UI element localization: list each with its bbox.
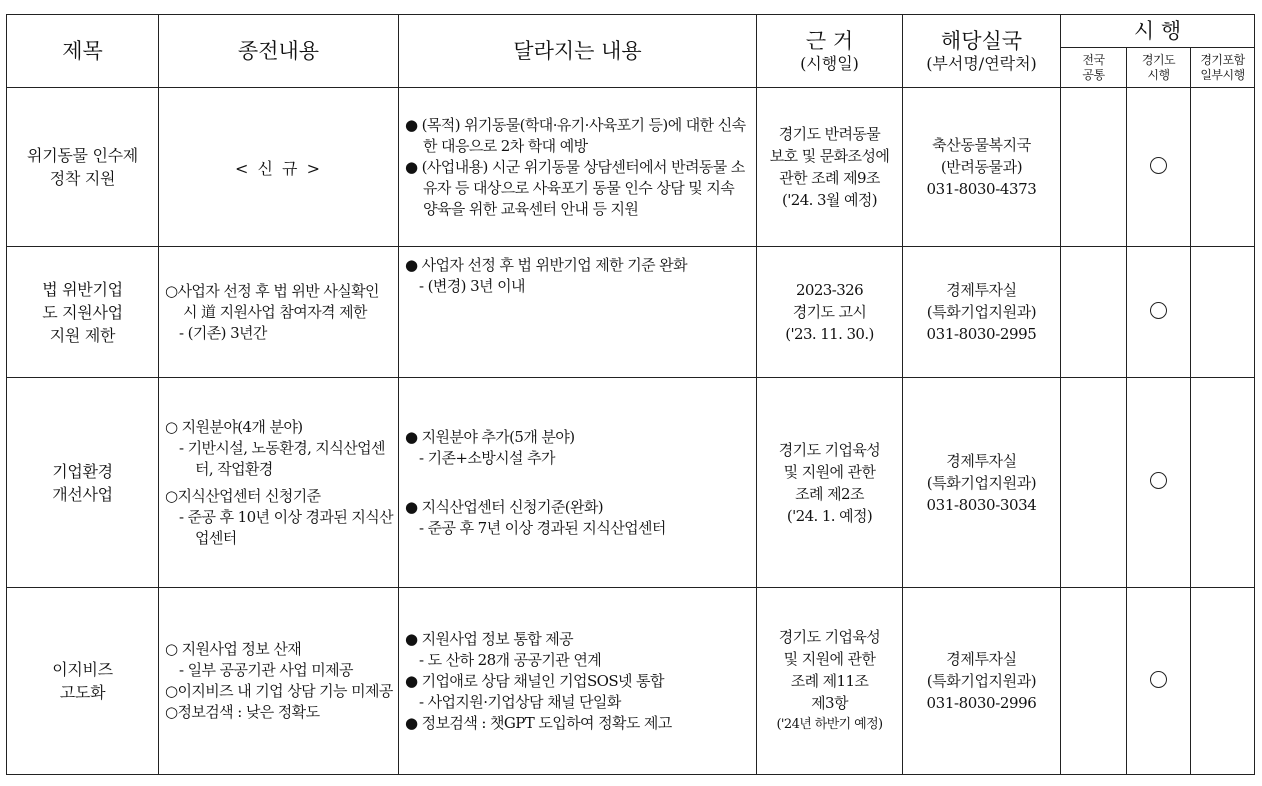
header-enforce-partial-line: 경기포함: [1200, 52, 1245, 67]
row-dept-line: 031-8030-3034: [926, 495, 1037, 514]
header-title: 제목: [7, 15, 159, 88]
list-item: ○ 지원분야(4개 분야): [165, 417, 303, 436]
row-previous: [159, 588, 399, 775]
row-dept-line: (반려동물과): [940, 158, 1023, 176]
row-dept-line: 031-8030-2996: [926, 694, 1037, 712]
list-item: - (변경) 3년 이내: [419, 277, 525, 295]
row-basis-line: 조례 제11조: [790, 672, 869, 690]
table-row: [7, 378, 1255, 588]
row-basis-line: 및 지원에 관한: [783, 650, 876, 668]
row-basis-line: 제3항: [811, 694, 848, 712]
row-basis-line: 관한 조례 제9조: [779, 169, 880, 187]
row-basis: [757, 378, 903, 588]
list-item: - (기존) 3년간: [179, 323, 267, 342]
list-item: - 준공 후 7년 이상 경과된 지식산업센터: [419, 518, 666, 537]
header-basis-sub: (시행일): [800, 54, 859, 73]
row-changed: [399, 588, 757, 775]
row-title-line: 정착 지원: [49, 169, 116, 188]
header-basis-main: 근 거: [805, 29, 854, 53]
list-item: - 기존+소방시설 추가: [419, 448, 555, 467]
row-dept-line: (특화기업지원과): [926, 473, 1037, 492]
mark-nationwide: [1061, 247, 1127, 378]
row-dept-line: 경제투자실: [946, 451, 1017, 470]
header-previous: 종전내용: [159, 15, 399, 88]
row-basis-line: ('24. 1. 예정): [786, 506, 873, 525]
row-dept: [903, 588, 1061, 775]
row-basis-line: 및 지원에 관한: [783, 462, 876, 481]
list-item: ● (사업내용) 시군 위기동물 상담센터에서 반려동물 소유자 등 대상으로 사육포기 동물 인수 상담 및 지속 양육을 위한 교육센터 안내 등 지원: [405, 157, 745, 218]
mark-gyeonggi: [1127, 247, 1191, 378]
row-title-line: 도 지원사업: [42, 302, 123, 322]
row-title-line: 고도화: [59, 683, 106, 702]
mark-partial: [1191, 588, 1255, 775]
row-basis-line: 경기도 고시: [792, 303, 867, 321]
list-item: ● 지원사업 정보 통합 제공: [405, 629, 574, 648]
row-previous: [159, 247, 399, 378]
list-item: - 준공 후 10년 이상 경과된 지식산업센터: [179, 507, 394, 547]
circle-mark-icon: [1150, 472, 1167, 489]
header-enforce-nationwide-line: 전국: [1082, 52, 1105, 67]
header-enforce-gyeonggi-line: 시행: [1147, 67, 1170, 82]
row-basis-line: 경기도 기업육성: [778, 628, 881, 646]
mark-partial: [1191, 247, 1255, 378]
row-basis: [757, 88, 903, 247]
header-enforce-nationwide-line: 공통: [1082, 67, 1105, 82]
mark-nationwide: [1061, 88, 1127, 247]
row-changed: [399, 378, 757, 588]
row-title-line: 기업환경: [52, 461, 113, 481]
mark-gyeonggi: [1127, 588, 1191, 775]
header-enforce-nationwide: [1061, 48, 1127, 88]
row-basis-line: 경기도 반려동물: [778, 125, 881, 143]
circle-mark-icon: [1150, 157, 1167, 174]
row-basis: [757, 588, 903, 775]
list-item: ○정보검색 : 낮은 정확도: [165, 703, 320, 721]
row-title-line: 지원 제한: [49, 325, 116, 345]
mark-gyeonggi: [1127, 88, 1191, 247]
header-basis: [757, 15, 903, 88]
table-row: [7, 588, 1255, 775]
list-item: ○지식산업센터 신청기준: [165, 486, 321, 505]
row-dept-line: 경제투자실: [946, 650, 1017, 668]
row-title-line: 개선사업: [52, 484, 113, 504]
list-item: ● 지원분야 추가(5개 분야): [405, 427, 575, 446]
row-basis-line: 경기도 기업육성: [778, 440, 881, 459]
header-enforce: 시 행: [1061, 15, 1255, 48]
header-enforce-gyeonggi: [1127, 48, 1191, 88]
row-dept-line: 축산동물복지국: [932, 136, 1031, 154]
row-dept-line: (특화기업지원과): [926, 303, 1037, 321]
header-enforce-partial-line: 일부시행: [1200, 67, 1245, 82]
row-title: [7, 378, 159, 588]
row-title-line: 이지비즈: [52, 660, 113, 679]
row-dept-line: 경제투자실: [946, 281, 1017, 299]
list-item: ○이지비즈 내 기업 상담 기능 미제공: [165, 682, 393, 700]
row-changed: [399, 88, 757, 247]
table-row: [7, 88, 1255, 247]
list-item: ● (목적) 위기동물(학대·유기·사육포기 등)에 대한 신속한 대응으로 2차 학대 예방: [405, 115, 746, 155]
row-dept-line: 031-8030-2995: [926, 325, 1037, 343]
list-item: - 기반시설, 노동환경, 지식산업센터, 작업환경: [179, 438, 385, 478]
row-dept: [903, 247, 1061, 378]
row-title: [7, 247, 159, 378]
mark-nationwide: [1061, 588, 1127, 775]
row-title: [7, 588, 159, 775]
list-item: ○사업자 선정 후 법 위반 사실확인 시 道 지원사업 참여자격 제한: [165, 281, 379, 321]
list-item: - 도 산하 28개 공공기관 연계: [419, 650, 602, 669]
list-item: - 일부 공공기관 사업 미제공: [179, 661, 353, 679]
circle-mark-icon: [1150, 671, 1167, 688]
mark-partial: [1191, 378, 1255, 588]
row-dept-line: 031-8030-4373: [926, 180, 1037, 198]
header-enforce-gyeonggi-line: 경기도: [1141, 52, 1176, 67]
row-basis-line: ('24년 하반기 예정): [776, 717, 883, 732]
row-basis-line: 2023-326: [795, 281, 864, 299]
header-dept-sub: (부서명/연락처): [926, 54, 1037, 73]
policy-change-table: [6, 14, 1255, 775]
row-previous: < 신 규 >: [159, 88, 399, 247]
header-dept-main: 해당실국: [940, 29, 1023, 53]
header-changed: 달라지는 내용: [399, 15, 757, 88]
row-title-line: 위기동물 인수제: [27, 146, 138, 165]
list-item: ● 지식산업센터 신청기준(완화): [405, 497, 604, 516]
row-changed: [399, 247, 757, 378]
row-dept-line: (특화기업지원과): [926, 672, 1037, 690]
row-basis-line: 조례 제2조: [795, 484, 864, 503]
row-basis-line: ('24. 3월 예정): [781, 191, 878, 209]
row-previous: [159, 378, 399, 588]
row-basis: [757, 247, 903, 378]
list-item: ● 기업애로 상담 채널인 기업SOS넷 통합: [405, 671, 664, 690]
mark-gyeonggi: [1127, 378, 1191, 588]
circle-mark-icon: [1150, 302, 1167, 319]
mark-partial: [1191, 88, 1255, 247]
row-dept: [903, 88, 1061, 247]
row-basis-line: 보호 및 문화조성에: [769, 147, 890, 165]
list-item: ● 정보검색 : 챗GPT 도입하여 정확도 제고: [405, 713, 672, 732]
header-dept: [903, 15, 1061, 88]
row-title-line: 법 위반기업: [42, 279, 123, 299]
row-dept: [903, 378, 1061, 588]
mark-nationwide: [1061, 378, 1127, 588]
row-title: [7, 88, 159, 247]
header-enforce-partial: [1191, 48, 1255, 88]
list-item: - 사업지원·기업상담 채널 단일화: [419, 692, 621, 711]
list-item: ○ 지원사업 정보 산재: [165, 640, 302, 658]
row-basis-line: ('23. 11. 30.): [785, 325, 874, 343]
table-row: [7, 247, 1255, 378]
list-item: ● 사업자 선정 후 법 위반기업 제한 기준 완화: [405, 256, 687, 274]
